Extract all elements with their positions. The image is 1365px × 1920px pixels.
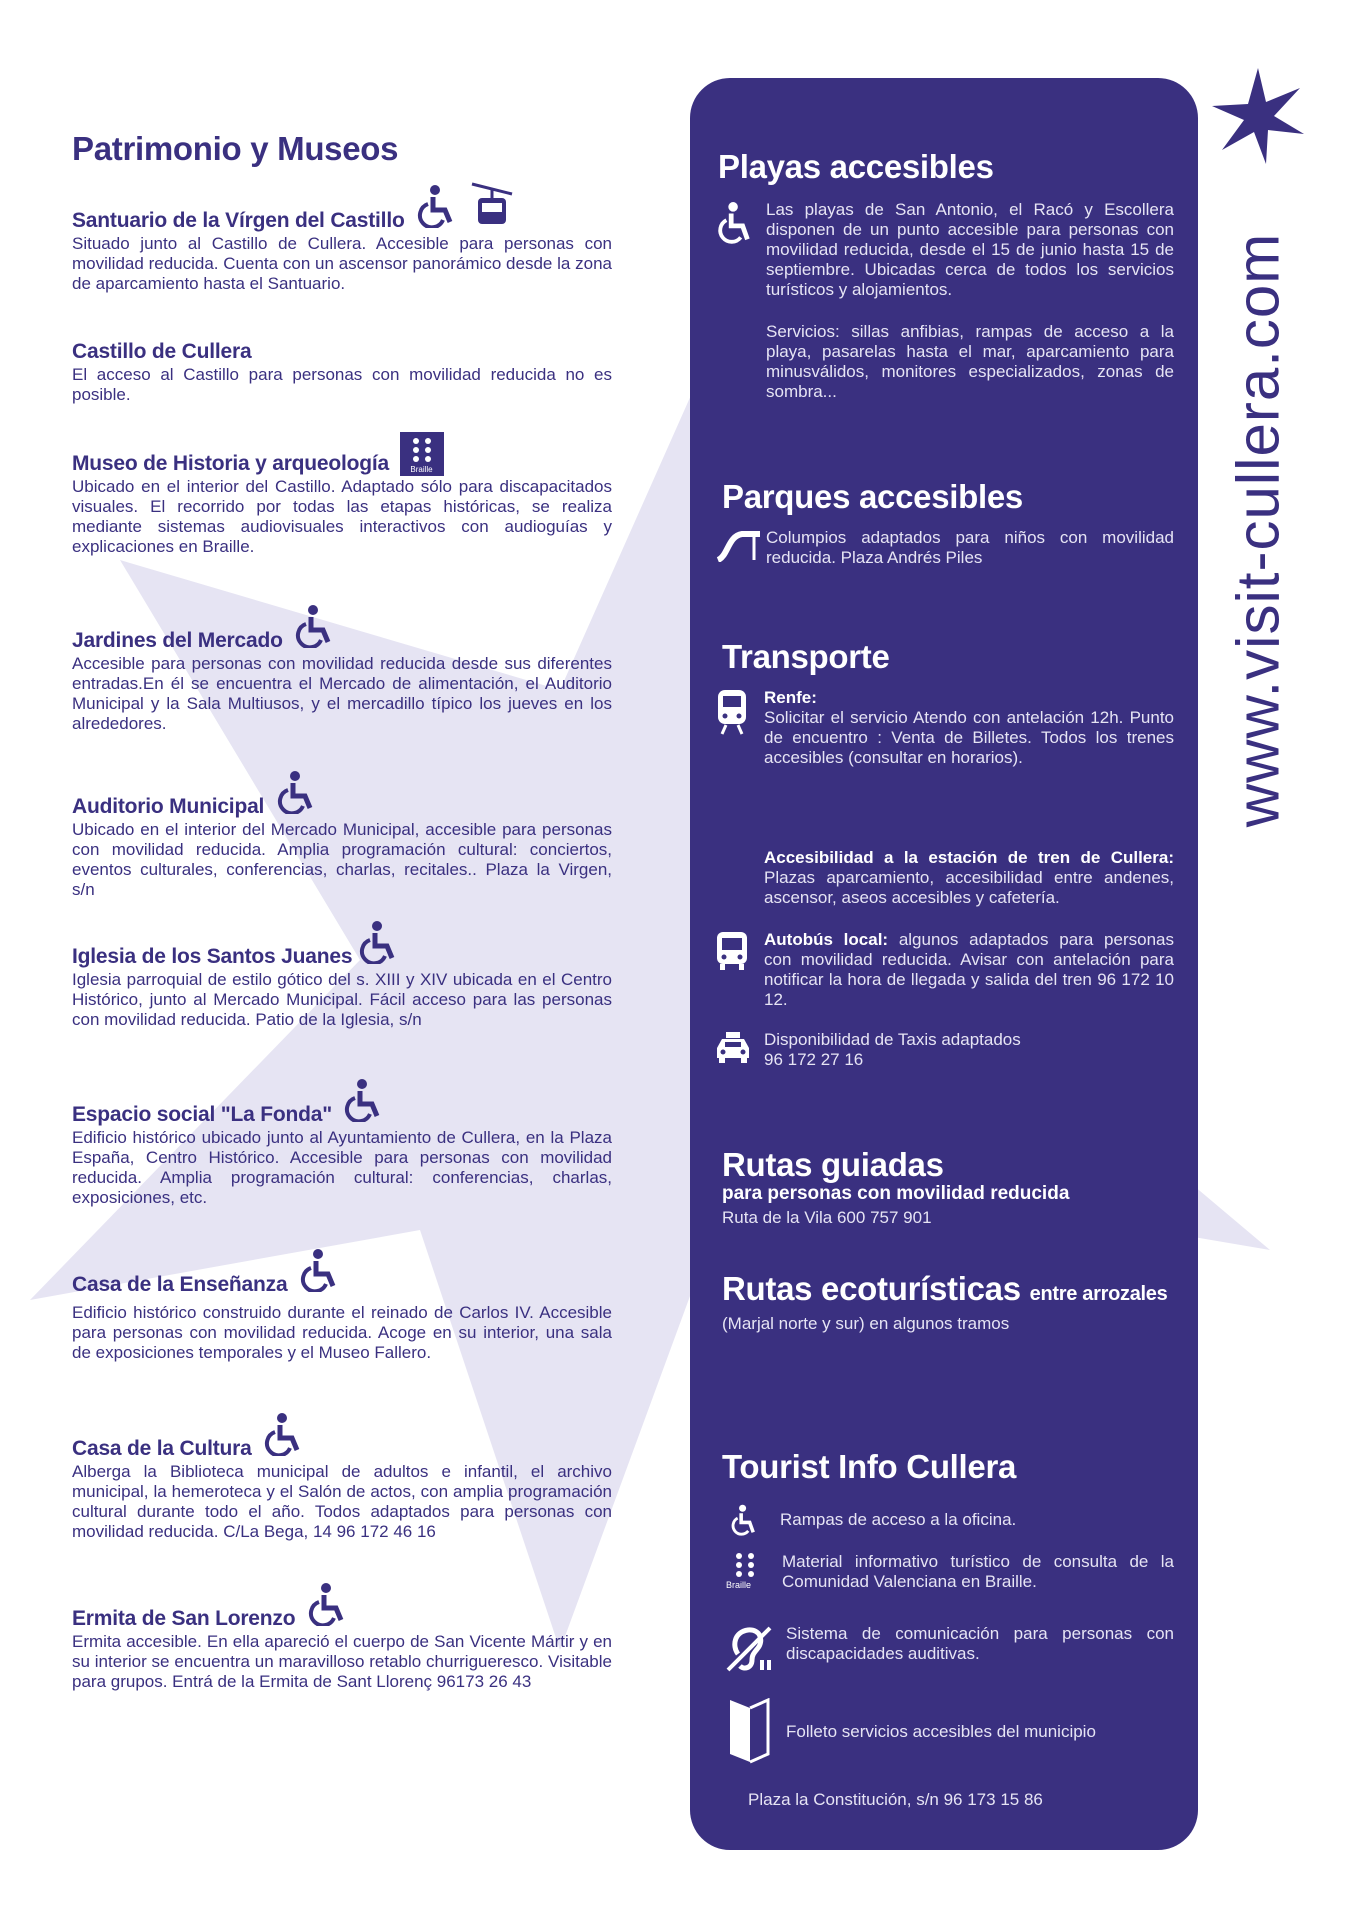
item-auditorio bbox=[72, 770, 612, 900]
heritage-title: Patrimonio y Museos bbox=[72, 130, 399, 167]
renfe-label: Renfe: bbox=[764, 688, 817, 707]
item-museo bbox=[72, 432, 612, 557]
tourist-item: Material informativo turístico de consulta de la Comunidad Valenciana en Braille. bbox=[782, 1552, 1174, 1591]
item-text: Alberga la Biblioteca municipal de adultos e infantil, el archivo municipal, la hemeroteca y el Salón de actos, con amplia programación cultural durante todo el año. Todos adaptados para personas con movilidad reducida. C/La Bega, 14 96 172 46 16 bbox=[72, 1462, 612, 1541]
rutas-eco-text: (Marjal norte y sur) en algunos tramos bbox=[722, 1314, 1010, 1333]
item-title: Auditorio Municipal bbox=[72, 795, 265, 818]
item-text: Edificio histórico ubicado junto al Ayuntamiento de Cullera, en la Plaza España, Centro Histórico. Accesible para personas con movilidad reducida. Amplia programación cultural: conferencias, charlas, exposiciones, etc. bbox=[72, 1128, 612, 1207]
playas-title: Playas accesibles bbox=[718, 148, 994, 185]
wheelchair-icon bbox=[342, 1078, 386, 1127]
cable-car-icon bbox=[470, 178, 514, 233]
wheelchair-icon bbox=[293, 604, 337, 653]
tourist-item: Folleto servicios accesibles del municipio bbox=[786, 1722, 1096, 1741]
braille-label: Braille bbox=[726, 1580, 752, 1590]
estacion-text: Plazas aparcamiento, accesibilidad entre andenes, ascensor, aseos accesibles y cafetería. bbox=[764, 868, 1174, 907]
wheelchair-icon bbox=[415, 184, 459, 233]
item-text: Situado junto al Castillo de Cullera. Accesible para personas con movilidad reducida. Cuenta con un ascensor panorámico desde la zona de aparcamiento hasta el Santuario. bbox=[72, 234, 612, 293]
taxi-phone: 96 172 27 16 bbox=[764, 1050, 864, 1069]
hearing-loop-icon bbox=[724, 1624, 776, 1679]
item-title: Casa de la Enseñanza bbox=[72, 1273, 288, 1296]
bus-icon bbox=[714, 930, 750, 977]
item-santuario bbox=[72, 178, 612, 294]
item-title: Castillo de Cullera bbox=[72, 340, 252, 363]
item-title: Casa de la Cultura bbox=[72, 1437, 252, 1460]
item-ermita bbox=[72, 1582, 612, 1692]
item-text: Ubicado en el interior del Mercado Municipal, accesible para personas con movilidad reducida. Amplia programación cultural: conciertos, eventos culturales, conferencias, charlas, recitales.. Plaza la Virgen, s/n bbox=[72, 820, 612, 899]
item-title: Jardines del Mercado bbox=[72, 629, 283, 652]
braille-icon bbox=[726, 1552, 760, 1591]
website-url-text[interactable]: www.visit-cullera.com bbox=[1224, 232, 1292, 828]
item-text: El acceso al Castillo para personas con movilidad reducida no es posible. bbox=[72, 365, 612, 404]
tourist-address: Plaza la Constitución, s/n 96 173 15 86 bbox=[748, 1790, 1043, 1809]
wheelchair-icon bbox=[728, 1504, 760, 1543]
wheelchair-icon bbox=[275, 770, 319, 819]
taxi-icon bbox=[714, 1030, 752, 1069]
bus-text: algunos adaptados para personas con movilidad reducida. Avisar con antelación para notificar la hora de llegada y salida del tren 96 172 10 12. bbox=[764, 930, 1174, 1009]
item-text: Ubicado en el interior del Castillo. Adaptado sólo para discapacitados visuales. El recorrido por todas las etapas históricas, se realiza mediante sistemas audiovisuales interactivos con audioguías y explicaciones en Braille. bbox=[72, 477, 612, 556]
item-text: Iglesia parroquial de estilo gótico del s. XIII y XIV ubicada en el Centro Histórico, junto al Mercado Municipal. Fácil acceso para las personas con movilidad reducida. Patio de la Iglesia, s/n bbox=[72, 970, 612, 1029]
item-title: Espacio social "La Fonda" bbox=[72, 1103, 332, 1126]
item-jardines bbox=[72, 604, 612, 734]
wheelchair-icon bbox=[298, 1248, 342, 1297]
tourist-title: Tourist Info Cullera bbox=[722, 1448, 1017, 1485]
rutas-guiadas-title: Rutas guiadas bbox=[722, 1146, 944, 1183]
rutas-guiadas-text: Ruta de la Vila 600 757 901 bbox=[722, 1208, 932, 1227]
accessibility-panel bbox=[690, 78, 1198, 1850]
item-castillo bbox=[72, 340, 612, 405]
item-title: Iglesia de los Santos Juanes bbox=[72, 945, 353, 968]
tourist-item: Rampas de acceso a la oficina. bbox=[780, 1510, 1017, 1529]
rutas-guiadas-subtitle: para personas con movilidad reducida bbox=[722, 1183, 1070, 1204]
parques-title: Parques accesibles bbox=[722, 478, 1023, 515]
train-icon bbox=[714, 688, 750, 741]
wheelchair-icon bbox=[357, 920, 401, 969]
item-casa-ensenanza bbox=[72, 1248, 612, 1363]
heritage-column bbox=[72, 130, 612, 178]
item-title: Museo de Historia y arqueología bbox=[72, 452, 390, 475]
parques-text: Columpios adaptados para niños con movilidad reducida. Plaza Andrés Piles bbox=[766, 528, 1174, 567]
wheelchair-icon bbox=[306, 1582, 350, 1631]
item-casa-cultura bbox=[72, 1412, 612, 1542]
item-text: Edificio histórico construido durante el reinado de Carlos IV. Accesible para personas con movilidad reducida. Acoge en su interior, una sala de exposiciones temporales y el Museo Fallero. bbox=[72, 1303, 612, 1362]
item-iglesia bbox=[72, 920, 612, 1030]
playas-services: Servicios: sillas anfibias, rampas de acceso a la playa, pasarelas hasta el mar, aparcamiento para minusválidos, monitores especializados, zonas de sombra... bbox=[766, 322, 1174, 401]
estacion-label: Accesibilidad a la estación de tren de Cullera: bbox=[764, 848, 1174, 867]
item-text: Accesible para personas con movilidad reducida desde sus diferentes entradas.En él se encuentra el Mercado de alimentación, el Auditorio Municipal y la Sala Multiusos, y el mercadillo típico los jueves en los alrededores. bbox=[72, 654, 612, 733]
wheelchair-icon bbox=[714, 200, 756, 253]
playas-text: Las playas de San Antonio, el Racó y Escollera disponen de un punto accesible para personas con movilidad reducida, desde el 15 de junio hasta 15 de septiembre. Ubicadas cerca de todos los servicios turísticos y alojamientos. bbox=[766, 200, 1174, 299]
rutas-eco-suffix: entre arrozales bbox=[1029, 1283, 1168, 1305]
braille-label: Braille bbox=[410, 465, 433, 474]
taxi-text: Disponibilidad de Taxis adaptados bbox=[764, 1030, 1021, 1049]
rutas-eco-title: Rutas ecoturísticas bbox=[722, 1270, 1021, 1307]
item-text: Ermita accesible. En ella apareció el cuerpo de San Vicente Mártir y en su interior se encuentra un maravilloso retablo churrigueresco. Visitable para grupos. Entrá de la Ermita de Sant Llorenç 96173 26 43 bbox=[72, 1632, 612, 1691]
braille-icon bbox=[400, 432, 444, 476]
brochure-icon bbox=[728, 1698, 770, 1769]
tourist-item: Sistema de comunicación para personas con discapacidades auditivas. bbox=[786, 1624, 1174, 1663]
wheelchair-icon bbox=[262, 1412, 306, 1461]
item-title: Santuario de la Vírgen del Castillo bbox=[72, 209, 405, 232]
transporte-title: Transporte bbox=[722, 638, 890, 675]
item-la-fonda bbox=[72, 1078, 612, 1208]
item-title: Ermita de San Lorenzo bbox=[72, 1607, 296, 1630]
renfe-text: Solicitar el servicio Atendo con antelación 12h. Punto de encuentro : Venta de Billetes. Todos los trenes accesibles (consultar en horarios). bbox=[764, 708, 1174, 767]
bus-label: Autobús local: bbox=[764, 930, 889, 949]
slide-icon bbox=[714, 528, 764, 567]
website-url bbox=[1208, 180, 1308, 880]
star-logo-icon bbox=[1208, 66, 1308, 166]
